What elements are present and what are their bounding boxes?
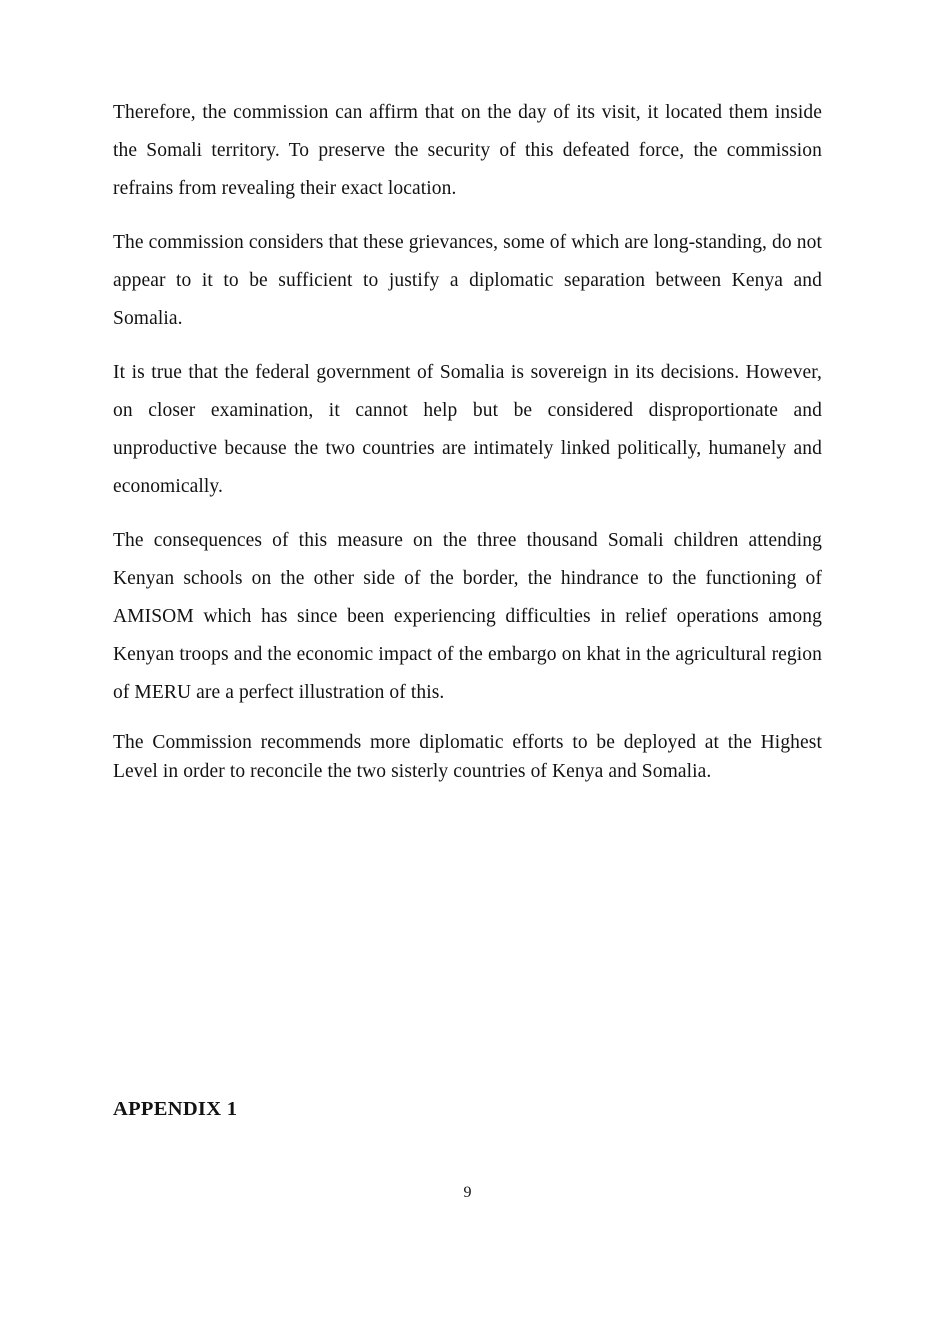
page-number: 9 [463, 1184, 472, 1201]
paragraph-sovereignty: It is true that the federal government of Somalia is sovereign in its decisions. However, on closer examination, it cannot help but be considered disproportionate and unproductive because the two countries are intimately linked politically, humanely and economically. [113, 362, 822, 497]
paragraph-consequences: The consequences of this measure on the three thousand Somali children attending Kenyan schools on the other side of the border, the hindrance to the functioning of AMISOM which has since been experiencing difficulties in relief operations among Kenyan troops and the economic impact of the embargo on khat in the agricultural region of MERU are a perfect illustration of this. [113, 530, 822, 703]
paragraph-grievances: The commission considers that these grievances, some of which are long-standing, do not appear to it to be sufficient to justify a diplomatic separation between Kenya and Somalia. [113, 232, 822, 329]
paragraph-recommendation: The Commission recommends more diplomatic efforts to be deployed at the Highest Level in order to reconcile the two sisterly countries of Kenya and Somalia. [113, 732, 822, 782]
appendix-heading: APPENDIX 1 [113, 1098, 238, 1120]
paragraph-location-affirmation: Therefore, the commission can affirm that on the day of its visit, it located them inside the Somali territory. To preserve the security of this defeated force, the commission refrains from revealing their exact location. [113, 102, 822, 199]
document-body [113, 94, 822, 802]
